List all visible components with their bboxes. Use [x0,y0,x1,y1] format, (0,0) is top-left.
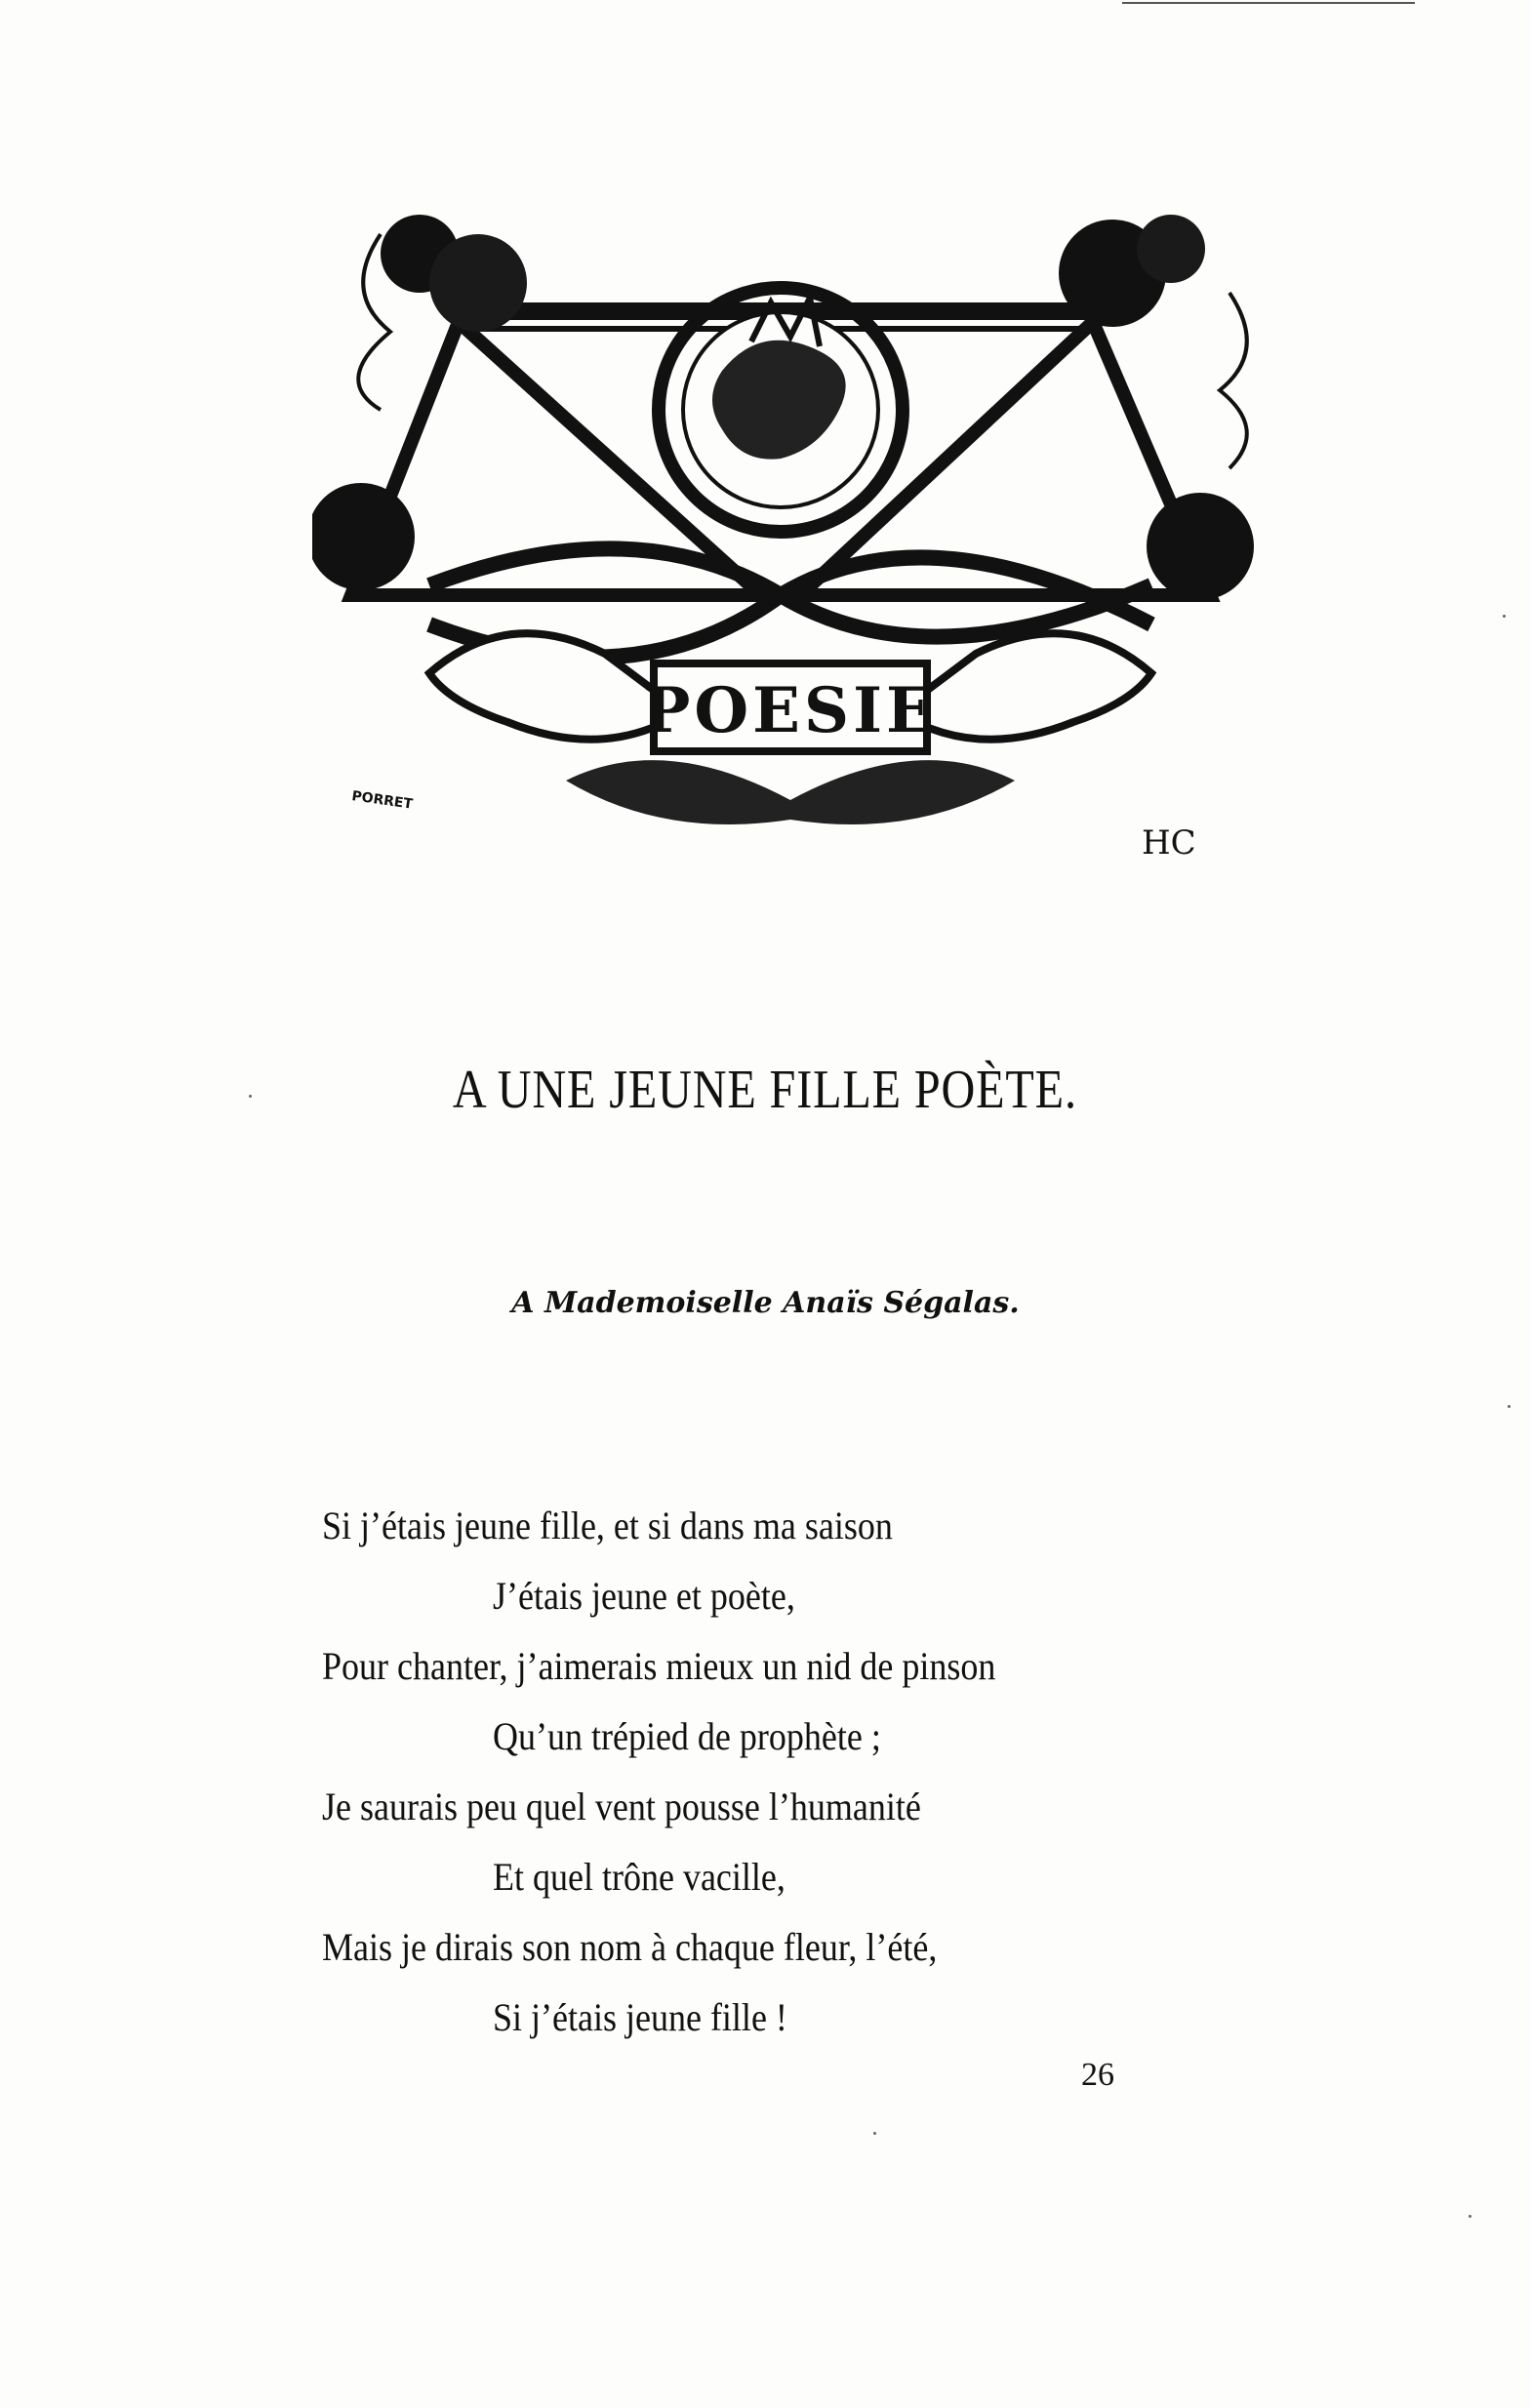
paper-speck [1508,1405,1511,1408]
verse-line-6: Et quel trône vacille, [493,1855,786,1899]
verse-line-1: Si j’étais jeune fille, et si dans ma saison [322,1504,893,1547]
poesie-banner-text: POESIE [643,674,938,747]
paper-speck [249,1095,252,1098]
verse-line-5: Je saurais peu quel vent pousse l’humanité [322,1785,921,1828]
artist-monogram: HC [1142,823,1196,863]
dedication: A Mademoiselle Anaïs Ségalas. [511,1286,1020,1320]
verse-line-2: J’étais jeune et poète, [493,1574,795,1618]
paper-speck [873,2132,876,2135]
poem-title: A UNE JEUNE FILLE POÈTE. [452,1060,1077,1120]
foliage-left [312,483,415,590]
acanthus-foliage [566,760,1015,824]
engraver-signature: PORRET [350,788,414,813]
paper-speck [1503,615,1506,618]
vignette-illustration [312,215,1269,898]
tendril-right [1220,293,1247,468]
top-edge-rule [1122,2,1415,6]
verse-line-7: Mais je dirais son nom à chaque fleur, l’été, [322,1925,938,1969]
verse-line-3: Pour chanter, j’aimerais mieux un nid de pinson [322,1644,996,1688]
paper-speck [1469,2215,1471,2218]
foliage-top-right-2 [1137,215,1205,283]
foliage-top-left-2 [429,234,527,332]
verse-line-4: Qu’un trépied de prophète ; [493,1714,881,1758]
poesie-vignette [312,215,1269,898]
page-number: 26 [1081,2057,1114,2093]
verse-line-8: Si j’étais jeune fille ! [493,1995,787,2039]
foliage-right [1147,493,1254,600]
